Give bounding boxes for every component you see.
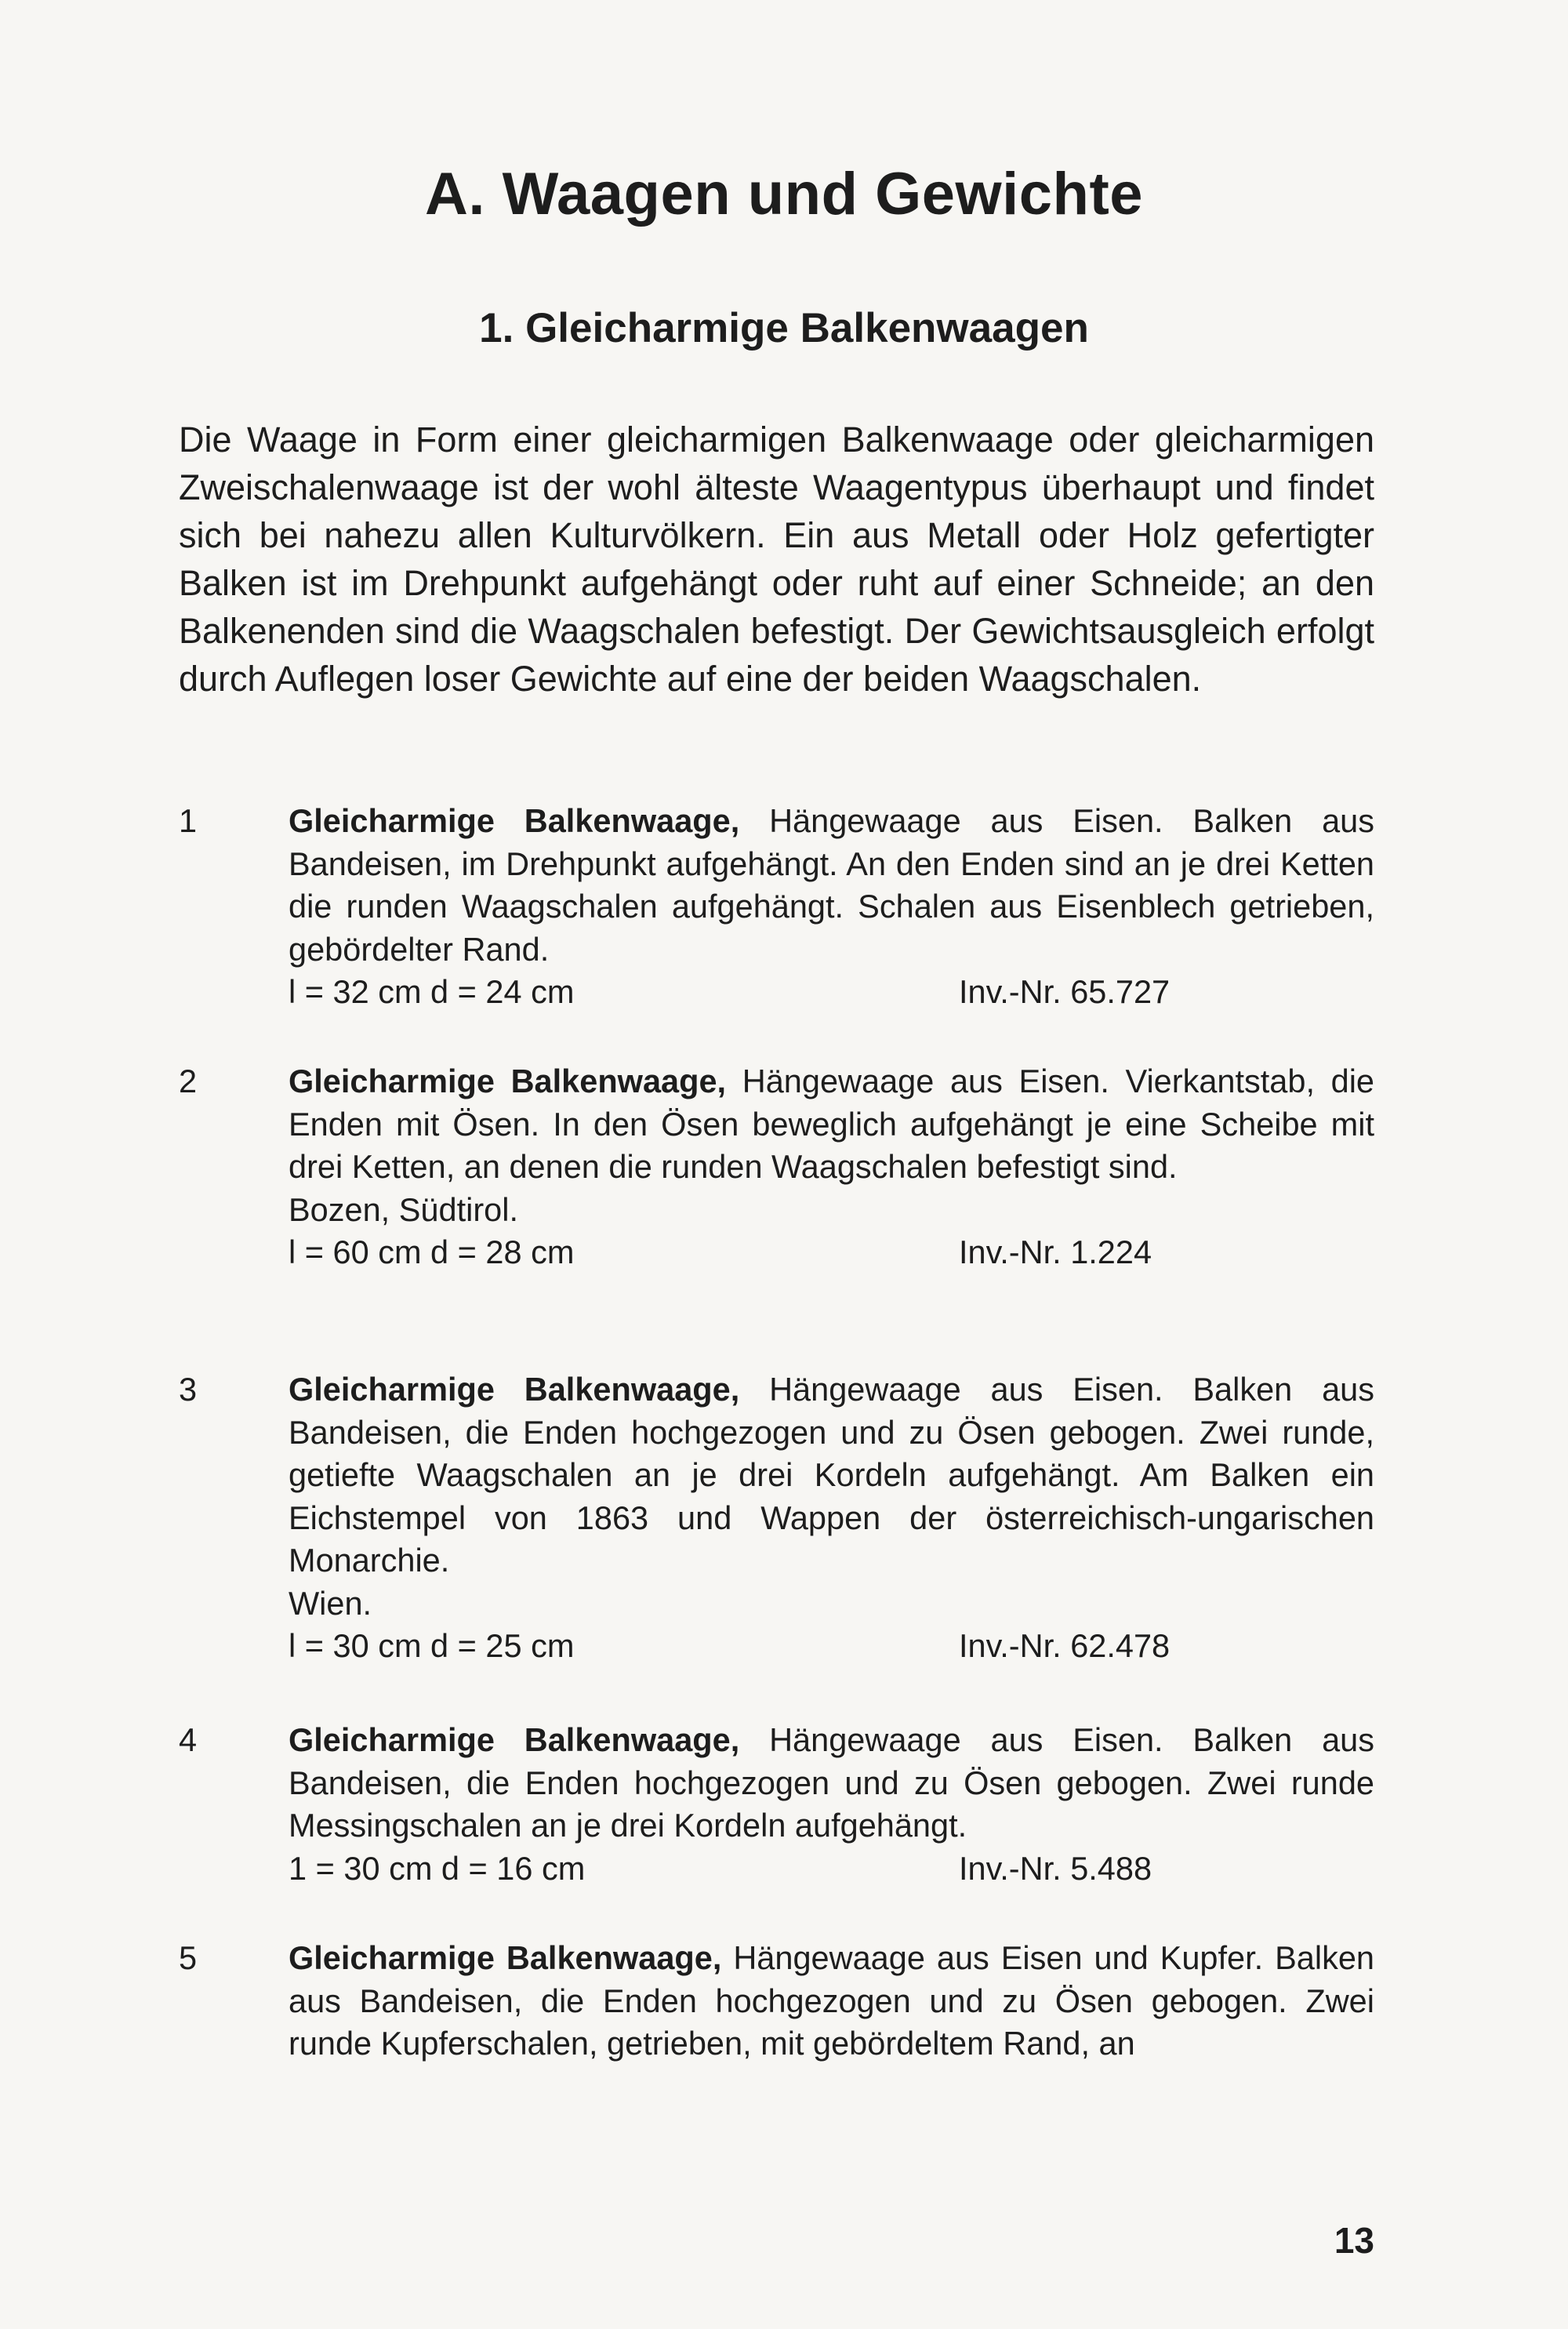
entry-meta	[289, 1231, 1374, 1274]
entry-text: Hängewaage aus Eisen. Vierkantstab, die Enden mit Ösen. In den Ösen beweglich aufgehängt je eine Scheibe mit drei Ketten, an denen die runden Waagschalen befestigt sind.	[289, 1063, 1375, 1185]
entry-text: Hängewaage aus Eisen und Kupfer. Balken aus Bandeisen, die Enden hochgezogen und zu Ösen gebogen. Zwei runde Kupferschalen, getrieben, mit gebördeltem Rand, an	[289, 1939, 1374, 2062]
entry-number: 5	[179, 1939, 198, 1976]
entry-place: Bozen, Südtirol.	[289, 1190, 518, 1228]
entry-name: Gleicharmige Balkenwaage,	[289, 1939, 722, 1976]
entry-number: 2	[179, 1063, 198, 1099]
entry-number: 4	[179, 1721, 198, 1758]
entry-inventory-number: Inv.-Nr. 1.224	[959, 1234, 1152, 1270]
entry-meta	[289, 971, 1374, 1014]
entry-dimensions: 1 = 30 cm d = 16 cm	[289, 1849, 586, 1887]
entry-place: Wien.	[289, 1584, 372, 1622]
entry-number: 1	[179, 802, 198, 839]
entry-inventory-number: Inv.-Nr. 62.478	[959, 1627, 1171, 1664]
entry-text: Hängewaage aus Eisen. Balken aus Bandeisen, die Enden hochgezogen und zu Ösen gebogen. Zwei runde Messingschalen an je drei Kordeln aufgehängt.	[289, 1721, 1374, 1844]
entry-number: 3	[179, 1371, 198, 1408]
entry-description	[289, 1937, 1374, 2066]
entry-name: Gleicharmige Balkenwaage,	[289, 1063, 727, 1099]
entry-name: Gleicharmige Balkenwaage,	[289, 802, 740, 839]
entry-text: Hängewaage aus Eisen. Balken aus Bandeisen, im Drehpunkt aufgehängt. An den Enden sind an je drei Ketten die runden Waagschalen aufgehängt. Schalen aus Eisenblech getrieben, gebördelter Rand.	[289, 802, 1374, 968]
entry-body	[289, 800, 1374, 1014]
entry-text: Hängewaage aus Eisen. Balken aus Bandeisen, die Enden hochgezogen und zu Ösen gebogen. Zwei runde, getiefte Waagschalen an je drei Kordeln aufgehängt. Am Balken ein Eichstempel von 1863 und Wappen der österreichisch-ungarischen Monarchie.	[289, 1371, 1374, 1579]
entry-dimensions: l = 60 cm d = 28 cm	[289, 1234, 575, 1270]
intro-paragraph: Die Waage in Form einer gleicharmigen Balkenwaage oder gleicharmigen Zweischalenwaage ist der wohl älteste Waagentypus überhaupt und findet sich bei nahezu allen Kulturvölkern. Ein aus Metall oder Holz gefertigter Balken ist im Drehpunkt aufgehängt oder ruht auf einer Schneide; an den Balkenenden sind die Waagschalen befestigt. Der Gewichtsausgleich erfolgt durch Auflegen loser Gewichte auf eine der beiden Waagschalen.	[179, 420, 1374, 699]
entry-name: Gleicharmige Balkenwaage,	[289, 1371, 740, 1408]
entry-description	[289, 1719, 1374, 1848]
page-number: 13	[1334, 2220, 1374, 2261]
section-title: 1. Gleicharmige Balkenwaagen	[479, 305, 1089, 351]
entry-dimensions: l = 32 cm d = 24 cm	[289, 973, 575, 1010]
entry-meta	[289, 1625, 1374, 1668]
chapter-title: A. Waagen und Gewichte	[424, 161, 1144, 227]
entry-body	[289, 1368, 1374, 1668]
entry-dimensions: l = 30 cm d = 25 cm	[289, 1627, 575, 1664]
entry-meta	[289, 1848, 1374, 1891]
entry-description	[289, 800, 1374, 971]
entry-body	[289, 1719, 1374, 1890]
entry-description	[289, 1060, 1374, 1189]
entry-body	[289, 1060, 1374, 1274]
entry-description	[289, 1368, 1374, 1582]
entry-inventory-number: Inv.-Nr. 5.488	[959, 1849, 1152, 1887]
entry-body	[289, 1937, 1374, 2066]
entry-name: Gleicharmige Balkenwaage,	[289, 1721, 740, 1758]
entry-inventory-number: Inv.-Nr. 65.727	[959, 973, 1171, 1010]
